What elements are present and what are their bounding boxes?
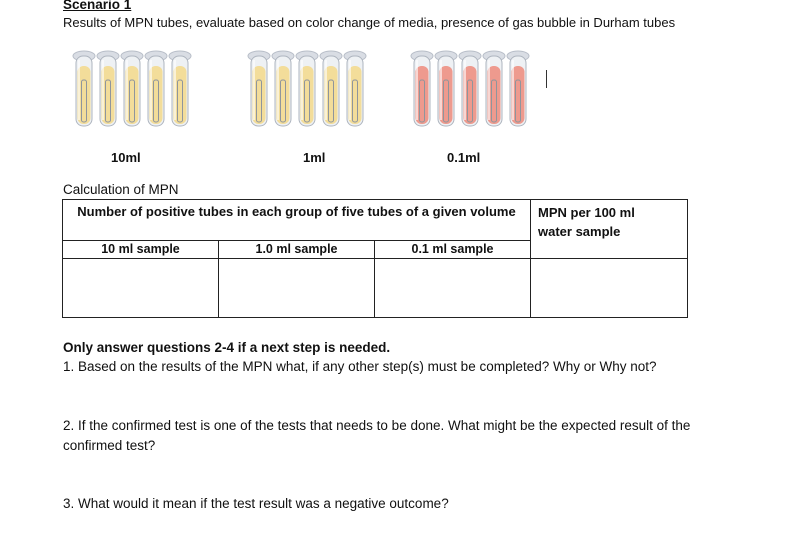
test-tube: [482, 50, 506, 130]
table-header-positive-tubes: [63, 200, 531, 241]
test-tube: [410, 50, 434, 130]
test-tube: [168, 50, 192, 130]
questions-intro: Only answer questions 2-4 if a next step is needed.: [63, 340, 391, 355]
subheader-10ml: 10 ml sample: [63, 241, 219, 259]
text-cursor: [546, 70, 547, 88]
test-tube: [506, 50, 530, 130]
test-tube: [319, 50, 343, 130]
question-1: 1. Based on the results of the MPN what, if any other step(s) must be completed? Why or Why not?: [63, 359, 657, 374]
question-3: 3. What would it mean if the test result was a negative outcome?: [63, 496, 449, 511]
table-header-mpn-text: MPN per 100 ml water sample: [538, 205, 635, 239]
answer-cell-0-1ml[interactable]: [375, 259, 531, 318]
test-tube: [247, 50, 271, 130]
test-tube: [144, 50, 168, 130]
test-tube: [458, 50, 482, 130]
test-tube: [271, 50, 295, 130]
test-tube: [295, 50, 319, 130]
tube-group-1ml: [247, 50, 367, 132]
tube-group-0-1ml: [410, 50, 530, 132]
scenario-heading: Scenario 1: [63, 0, 132, 12]
test-tube: [72, 50, 96, 130]
test-tube: [120, 50, 144, 130]
subheader-0-1ml: 0.1 ml sample: [375, 241, 531, 259]
tube-group-10ml: [72, 50, 192, 132]
table-header-mpn: [531, 200, 688, 259]
subheader-1ml: 1.0 ml sample: [219, 241, 375, 259]
calculation-title: Calculation of MPN: [63, 182, 179, 197]
question-2: 2. If the confirmed test is one of the tests that needs to be done. What might be the expected result of the confirmed test?: [63, 418, 691, 453]
answer-cell-1ml[interactable]: [219, 259, 375, 318]
table-header-text: Number of positive tubes in each group of five tubes of a given volume: [77, 204, 516, 219]
volume-label-0-1ml: 0.1ml: [447, 150, 481, 165]
volume-label-10ml: 10ml: [111, 150, 141, 165]
volume-label-1ml: 1ml: [303, 150, 326, 165]
scenario-subtitle: Results of MPN tubes, evaluate based on color change of media, presence of gas bubble in Durham tubes: [63, 15, 676, 30]
answer-cell-10ml[interactable]: [63, 259, 219, 318]
mpn-table: [62, 199, 688, 318]
test-tube: [343, 50, 367, 130]
test-tube: [434, 50, 458, 130]
test-tube: [96, 50, 120, 130]
answer-cell-mpn[interactable]: [531, 259, 688, 318]
